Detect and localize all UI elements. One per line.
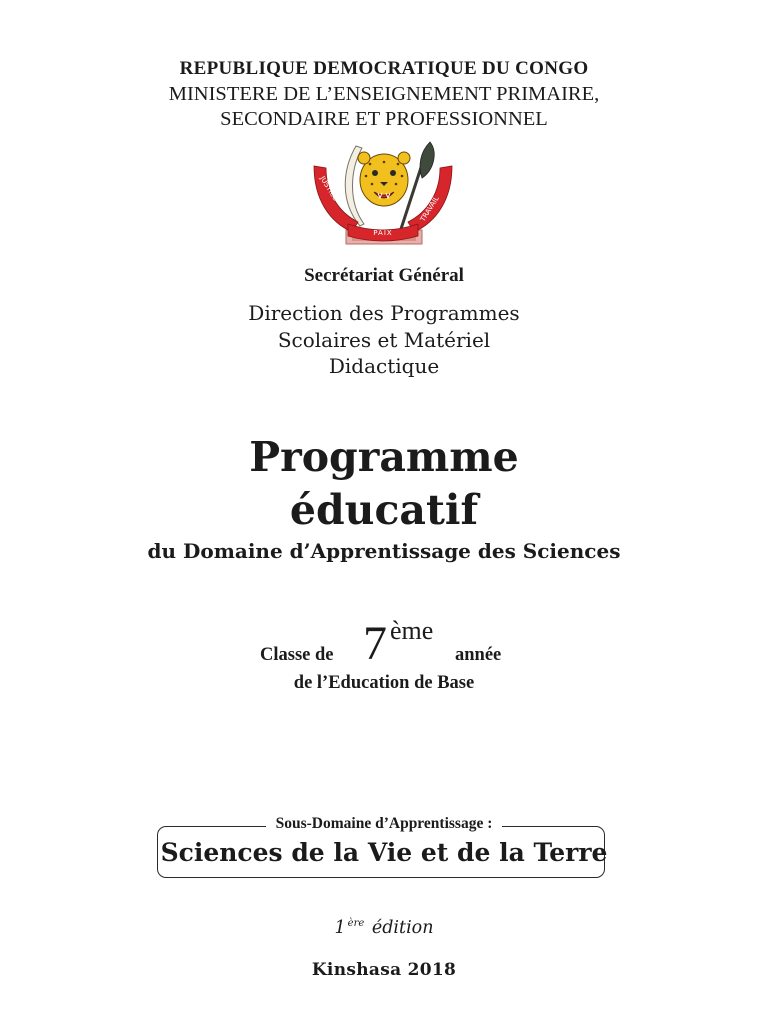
sub-domain-label: Sous-Domaine d’Apprentissage : bbox=[266, 815, 503, 832]
edition-line bbox=[0, 918, 768, 938]
place-and-year: Kinshasa 2018 bbox=[311, 960, 457, 980]
secretariat-general: Secrétariat Général bbox=[304, 265, 464, 286]
title-line-2: éducatif bbox=[289, 486, 479, 534]
spear-head bbox=[420, 142, 434, 178]
ministry-line-1: MINISTERE DE L’ENSEIGNEMENT PRIMAIRE, bbox=[168, 83, 600, 105]
direction-line-3: Didactique bbox=[328, 354, 440, 378]
ministry-line-2: SECONDAIRE ET PROFESSIONNEL bbox=[220, 108, 548, 130]
sub-domain-title: Sciences de la Vie et de la Terre bbox=[160, 838, 608, 867]
class-prefix: Classe de bbox=[260, 645, 334, 665]
country-name: REPUBLIQUE DEMOCRATIQUE DU CONGO bbox=[179, 58, 589, 79]
title-line-1: Programme bbox=[249, 433, 519, 481]
class-number: 7 bbox=[363, 617, 387, 670]
direction-block bbox=[0, 300, 768, 380]
edition-number: 1 bbox=[334, 918, 346, 938]
education-level: de l’Education de Base bbox=[293, 673, 475, 693]
domain-subtitle: du Domaine d’Apprentissage des Sciences bbox=[147, 539, 621, 563]
edition-suffix: ère bbox=[347, 918, 365, 929]
leopard-head-icon bbox=[358, 152, 410, 206]
direction-line-2: Scolaires et Matériel bbox=[277, 327, 491, 352]
coat-of-arms-emblem bbox=[312, 140, 454, 252]
motto-left: JUSTICE bbox=[318, 174, 340, 203]
edition-word: édition bbox=[371, 918, 434, 938]
ribbon-right bbox=[408, 166, 452, 232]
motto-right: TRAVAIL bbox=[418, 194, 441, 224]
class-level-line bbox=[0, 612, 768, 682]
sub-domain-label-wrap bbox=[0, 815, 768, 833]
direction-line-1: Direction des Programmes bbox=[248, 301, 520, 325]
class-number-suffix: ème bbox=[390, 616, 434, 645]
class-suffix: année bbox=[455, 645, 502, 665]
motto-center: PAIX bbox=[373, 229, 393, 237]
